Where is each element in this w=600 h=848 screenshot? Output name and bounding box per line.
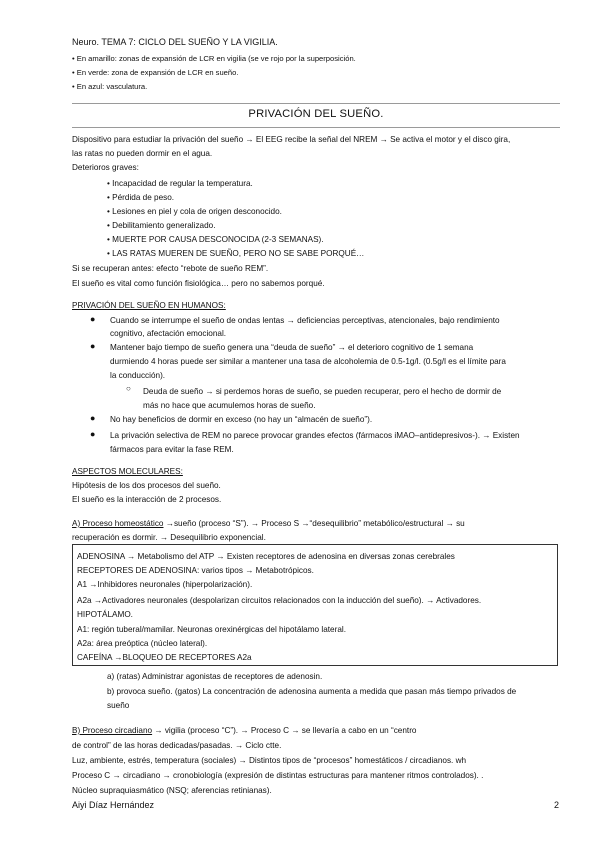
box-line: HIPOTÁLAMO.: [77, 610, 133, 619]
proceso-b-label: B) Proceso circadiano: [72, 726, 153, 735]
intro-line: Dispositivo para estudiar la privación del sueño → El EEG recibe la señal del NREM → Se activa el motor y el disco gira,: [72, 135, 511, 144]
deterioro-text: LAS RATAS MUEREN DE SUEÑO, PERO NO SE SABE PORQUÉ…: [112, 249, 365, 258]
deterioro-bullet: • Incapacidad de regular la temperatura.: [107, 179, 253, 188]
bullet-dot: ●: [90, 413, 96, 423]
deterioro-text: MUERTE POR CAUSA DESCONOCIDA (2-3 SEMANAS).: [112, 235, 324, 244]
footer-page-number: 2: [554, 800, 560, 810]
title-rule-top: [72, 103, 560, 104]
bullet-dot: ●: [90, 314, 96, 324]
vital-text: El sueño es vital como función fisiológica… pero no sabemos porqué.: [72, 279, 325, 288]
box-line: RECEPTORES DE ADENOSINA: varios tipos → Metabotrópicos.: [77, 566, 314, 575]
deterioro-bullet: • Debilitamiento generalizado.: [107, 221, 216, 230]
proceso-b-text: Luz, ambiente, estrés, temperatura (sociales) → Distintos tipos de “procesos” homestáticos / circadianos. wh: [72, 756, 467, 765]
deuda-text: más no hace que acumulemos horas de sueño.: [143, 401, 316, 410]
humanos-bullet-text: fármacos para evitar la fase REM.: [110, 445, 234, 454]
proceso-b-text: Proceso C → circadiano → cronobiología (expresión de distintas estructuras para mantener ritmos controlados). .: [72, 771, 484, 780]
moleculares-heading: ASPECTOS MOLECULARES:: [72, 467, 183, 476]
deterioro-text: Incapacidad de regular la temperatura.: [112, 179, 253, 188]
legend-green: • En verde: zona de expansión de LCR en sueño.: [72, 68, 239, 77]
box-after-line: sueño: [107, 701, 130, 710]
moleculares-text: El sueño es la interacción de 2 procesos.: [72, 495, 222, 504]
humanos-bullet-text: No hay beneficios de dormir en exceso (no hay un “almacén de sueño”).: [110, 415, 373, 424]
document-header-title: Neuro. TEMA 7: CICLO DEL SUEÑO Y LA VIGILIA.: [72, 37, 278, 47]
proceso-a-text: →sueño (proceso “S”). → Proceso S →“desequilibrio” metabólico/estructural → su: [163, 519, 465, 528]
proceso-a-line2: recuperación es dormir. → Desequilibrio exponencial.: [72, 533, 266, 542]
legend-blue: • En azul: vasculatura.: [72, 82, 148, 91]
legend-yellow: • En amarillo: zonas de expansión de LCR en vigilia (se ve rojo por la superposición.: [72, 54, 356, 63]
deterioro-text: Pérdida de peso.: [112, 193, 175, 202]
bullet-dot: ●: [90, 429, 96, 439]
proceso-a-line: [72, 518, 465, 529]
deterioro-bullet: • LAS RATAS MUEREN DE SUEÑO, PERO NO SE SABE PORQUÉ…: [107, 249, 365, 258]
proceso-b-text: → vigilia (proceso “C”). → Proceso C → se llevaría a cabo en un “centro: [152, 726, 417, 735]
box-line: ADENOSINA → Metabolismo del ATP → Existen receptores de adenosina en diversas zonas cerebrales: [77, 552, 455, 561]
deterioro-text: Lesiones en piel y cola de origen desconocido.: [112, 207, 282, 216]
humanos-bullet-text: la conducción).: [110, 371, 166, 380]
proceso-b-line: [72, 725, 416, 736]
humanos-bullet-text: Cuando se interrumpe el sueño de ondas lentas → deficiencias perceptivas, atencionales, bajo rendimiento: [110, 316, 500, 325]
box-after-line: b) provoca sueño. (gatos) La concentración de adenosina aumenta a medida que pasan más tiempo privados de: [107, 687, 517, 696]
humanos-bullet-text: durmiendo 4 horas puede ser similar a mantener una tasa de alcoholemia de 0.5-1g/l. (0.5g/l es el límite para: [110, 357, 506, 366]
bullet-dot: ●: [90, 341, 96, 351]
proceso-a-label: A) Proceso homeostático: [72, 519, 164, 528]
humanos-bullet-text: La privación selectiva de REM no parece provocar grandes efectos (fármacos iMAO–antidepresivos-). → Existen: [110, 431, 520, 440]
deterioro-text: Debilitamiento generalizado.: [112, 221, 216, 230]
sub-bullet-circle: ○: [126, 384, 131, 393]
box-line: A2a: área preóptica (núcleo lateral).: [77, 639, 208, 648]
deterioro-bullet: • Lesiones en piel y cola de origen desconocido.: [107, 207, 282, 216]
box-after-line: a) (ratas) Administrar agonistas de receptores de adenosin.: [107, 672, 323, 681]
humanos-bullet-text: cognitivo, afectación emocional.: [110, 329, 227, 338]
deuda-text: Deuda de sueño → si perdemos horas de sueño, se pueden recuperar, pero el hecho de dormir de: [143, 387, 502, 396]
proceso-b-text: Núcleo supraquiasmático (NSQ; aferencias retinianas).: [72, 786, 272, 795]
box-line: CAFEÍNA →BLOQUEO DE RECEPTORES A2a: [77, 653, 252, 662]
rebote-text: Si se recuperan antes: efecto “rebote de sueño REM”.: [72, 264, 269, 273]
intro-line: Deterioros graves:: [72, 163, 139, 172]
intro-line: las ratas no pueden dormir en el agua.: [72, 149, 213, 158]
footer-author: Aiyi Díaz Hernández: [72, 800, 155, 810]
box-line: A1 →Inhibidores neuronales (hiperpolarización).: [77, 580, 253, 589]
section-title: PRIVACIÓN DEL SUEÑO.: [248, 108, 384, 120]
deterioro-bullet: • Pérdida de peso.: [107, 193, 175, 202]
moleculares-text: Hipótesis de los dos procesos del sueño.: [72, 481, 221, 490]
deterioro-bullet: • MUERTE POR CAUSA DESCONOCIDA (2-3 SEMANAS).: [107, 235, 324, 244]
proceso-b-text: de control” de las horas dedicadas/pasadas. → Ciclo ctte.: [72, 741, 282, 750]
humanos-heading: PRIVACIÓN DEL SUEÑO EN HUMANOS:: [72, 301, 226, 310]
box-line: A1: región tuberal/mamilar. Neuronas orexinérgicas del hipotálamo lateral.: [77, 625, 346, 634]
humanos-bullet-text: Mantener bajo tiempo de sueño genera una “deuda de sueño” → el deterioro cognitivo de 1 semana: [110, 343, 474, 352]
title-rule-bottom: [72, 127, 560, 128]
box-line: A2a →Activadores neuronales (despolarizan circuitos relacionados con la inducción del sueño). → Activadores.: [77, 596, 482, 605]
